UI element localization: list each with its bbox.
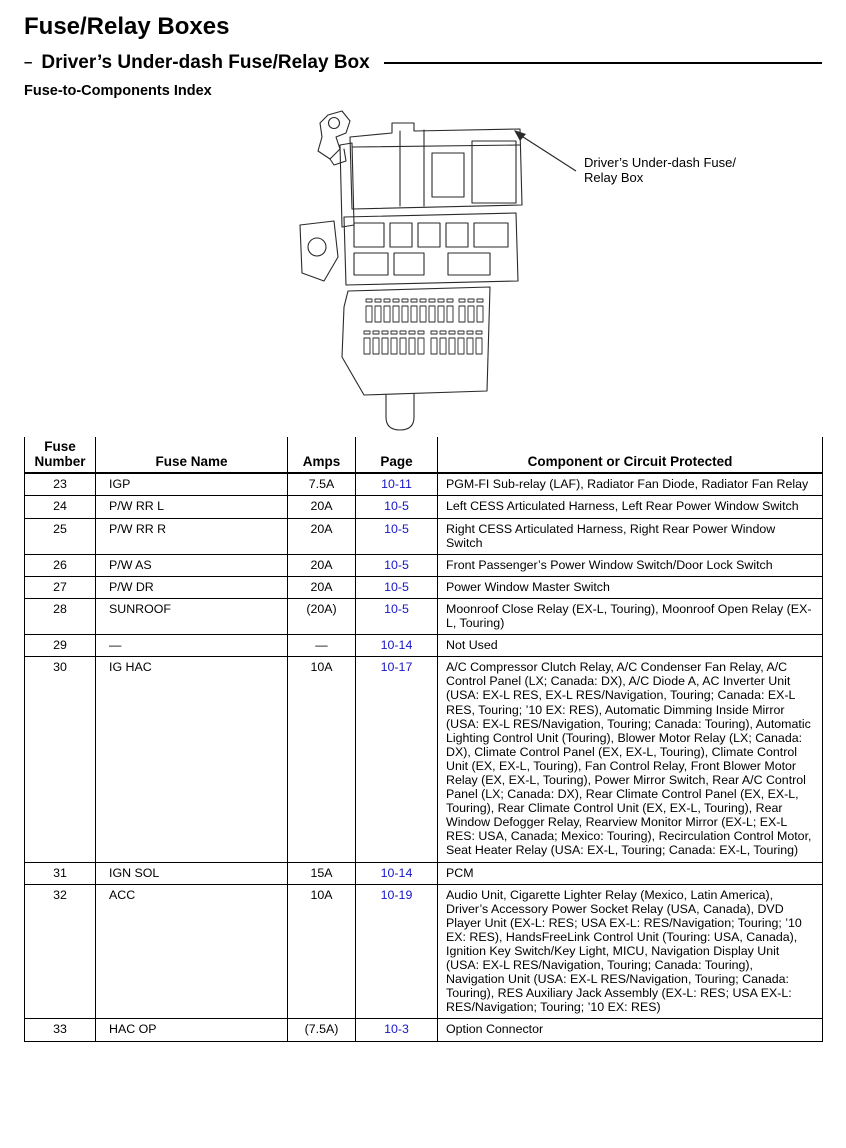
fuse-page-cell xyxy=(356,496,438,518)
page-link[interactable]: 10-19 xyxy=(380,887,413,902)
header-component: Component or Circuit Protected xyxy=(438,437,823,473)
page-link[interactable]: 10-5 xyxy=(384,557,409,572)
fuse-name-cell: IG HAC xyxy=(96,657,288,862)
fuse-table-row xyxy=(25,473,823,496)
fuse-component-cell: Right CESS Articulated Harness, Right Rear Power Window Switch xyxy=(438,518,823,554)
fuse-amps-cell: (7.5A) xyxy=(288,1019,356,1041)
header-fuse-number: Fuse Number xyxy=(25,437,96,473)
fuse-page-cell xyxy=(356,598,438,634)
fuse-component-cell: Audio Unit, Cigarette Lighter Relay (Mexico, Latin America), Driver’s Accessory Power Socket Relay (USA, Canada), DVD Player Unit (EX-L: RES; USA EX-L: RES/Navigation; Touring; ’10 EX: RES), HandsFreeLink Control Unit (Touring: USA, Canada), Ignition Key Switch/Key Light, MICU, Navigation Display Unit (USA: EX-L RES/Navigation, Touring; Canada: Touring), Navigation Unit (USA: EX-L RES/Navigation, Touring; Canada: Touring), RES Auxiliary Jack Assembly (EX-L: RES; USA EX-L: RES/Navigation; Touring; ’10 EX: RES) xyxy=(438,884,823,1019)
diagram-area xyxy=(24,101,822,435)
fuse-name-cell: P/W RR R xyxy=(96,518,288,554)
fuse-name-cell: IGN SOL xyxy=(96,862,288,884)
fuse-page-cell xyxy=(356,862,438,884)
diagram-callout-label xyxy=(584,155,736,185)
fuse-table-row xyxy=(25,635,823,657)
fuse-table-row xyxy=(25,598,823,634)
fuse-name-cell: IGP xyxy=(96,473,288,496)
fuse-component-cell: Left CESS Articulated Harness, Left Rear Power Window Switch xyxy=(438,496,823,518)
page-link[interactable]: 10-17 xyxy=(380,660,413,675)
header-fuse-name: Fuse Name xyxy=(96,437,288,473)
fuse-table xyxy=(24,437,823,1041)
subtitle-row xyxy=(24,52,822,74)
page-link[interactable]: 10-5 xyxy=(384,579,409,594)
fuse-box-diagram xyxy=(288,105,538,435)
fuse-number-cell: 24 xyxy=(25,496,96,518)
page-link[interactable]: 10-5 xyxy=(384,521,409,536)
page-link[interactable]: 10-14 xyxy=(380,638,413,653)
fuse-table-body xyxy=(25,473,823,1041)
fuse-name-cell: SUNROOF xyxy=(96,598,288,634)
fuse-amps-cell: (20A) xyxy=(288,598,356,634)
page-link[interactable]: 10-5 xyxy=(384,499,409,514)
fuse-amps-cell: 7.5A xyxy=(288,473,356,496)
callout-label-line1: Driver’s Under-dash Fuse/ xyxy=(584,155,736,171)
fuse-table-row xyxy=(25,554,823,576)
fuse-table-row xyxy=(25,496,823,518)
fuse-name-cell: — xyxy=(96,635,288,657)
index-heading: Fuse-to-Components Index xyxy=(24,83,212,100)
header-page: Page xyxy=(356,437,438,473)
subtitle-dash: – xyxy=(24,53,33,71)
fuse-component-cell: Power Window Master Switch xyxy=(438,576,823,598)
page-link[interactable]: 10-3 xyxy=(384,1022,409,1037)
page-link[interactable]: 10-11 xyxy=(381,477,412,492)
fuse-component-cell: Front Passenger’s Power Window Switch/Door Lock Switch xyxy=(438,554,823,576)
fuse-table-row xyxy=(25,884,823,1019)
fuse-number-cell: 26 xyxy=(25,554,96,576)
fuse-page-cell xyxy=(356,657,438,862)
fuse-amps-cell: 20A xyxy=(288,518,356,554)
fuse-number-cell: 23 xyxy=(25,473,96,496)
fuse-table-row xyxy=(25,862,823,884)
fuse-table-row xyxy=(25,1019,823,1041)
fuse-name-cell: ACC xyxy=(96,884,288,1019)
page-link[interactable]: 10-14 xyxy=(380,865,413,880)
fuse-number-cell: 28 xyxy=(25,598,96,634)
fuse-table-header xyxy=(25,437,823,473)
fuse-number-cell: 32 xyxy=(25,884,96,1019)
fuse-page-cell xyxy=(356,576,438,598)
fuse-name-cell: HAC OP xyxy=(96,1019,288,1041)
fuse-amps-cell: 10A xyxy=(288,657,356,862)
page-title: Fuse/Relay Boxes xyxy=(24,13,230,40)
fuse-name-cell: P/W RR L xyxy=(96,496,288,518)
fuse-name-cell: P/W DR xyxy=(96,576,288,598)
fuse-table-row xyxy=(25,657,823,862)
callout-label-line2: Relay Box xyxy=(584,170,644,186)
page-subtitle: Driver’s Under-dash Fuse/Relay Box xyxy=(41,52,370,74)
fuse-number-cell: 29 xyxy=(25,635,96,657)
header-amps: Amps xyxy=(288,437,356,473)
fuse-table-row xyxy=(25,576,823,598)
fuse-number-cell: 30 xyxy=(25,657,96,862)
fuse-number-cell: 27 xyxy=(25,576,96,598)
fuse-amps-cell: 20A xyxy=(288,554,356,576)
fuse-table-row xyxy=(25,518,823,554)
fuse-page-cell xyxy=(356,1019,438,1041)
fuse-page-cell xyxy=(356,635,438,657)
fuse-number-cell: 33 xyxy=(25,1019,96,1041)
fuse-name-cell: P/W AS xyxy=(96,554,288,576)
fuse-amps-cell: 10A xyxy=(288,884,356,1019)
fuse-component-cell: PGM-FI Sub-relay (LAF), Radiator Fan Diode, Radiator Fan Relay xyxy=(438,473,823,496)
fuse-page-cell xyxy=(356,473,438,496)
fuse-amps-cell: 20A xyxy=(288,496,356,518)
fuse-component-cell: Not Used xyxy=(438,635,823,657)
fuse-number-cell: 31 xyxy=(25,862,96,884)
callout-arrow-icon xyxy=(512,129,580,175)
fuse-amps-cell: — xyxy=(288,635,356,657)
fuse-component-cell: A/C Compressor Clutch Relay, A/C Condenser Fan Relay, A/C Control Panel (LX; Canada: DX), A/C Diode A, AC Inverter Unit (USA: EX-L RES, EX-L RES/Navigation, Touring; Canada: EX-L RES, Touring; ’10 EX: RES), Automatic Dimming Inside Mirror (USA: EX-L RES/Navigation, Touring; Canada: Touring), Automatic Lighting Control Unit (Touring), Blower Motor Relay (LX; Canada: DX), Climate Control Panel (EX, EX-L, Touring), Climate Control Unit (EX, EX-L, Touring), Fan Control Relay, Front Blower Motor Relay (EX, EX-L, Touring), Power Mirror Switch, Rear A/C Control Panel (LX; Canada: DX), Rear Climate Control Panel (EX, EX-L, Touring), Rear Climate Control Unit (EX, EX-L, Touring), Rear Window Defogger Relay, Rearview Monitor Mirror (EX-L; EX-L RES: USA, Canada; Mexico: Touring), Recirculation Control Motor, Seat Heater Relay (USA: EX-L, Touring; Canada: EX-L, Touring) xyxy=(438,657,823,862)
subtitle-rule-line xyxy=(384,62,822,64)
fuse-page-cell xyxy=(356,554,438,576)
fuse-page-cell xyxy=(356,518,438,554)
page-link[interactable]: 10-5 xyxy=(384,601,409,616)
fuse-number-cell: 25 xyxy=(25,518,96,554)
fuse-amps-cell: 20A xyxy=(288,576,356,598)
fuse-amps-cell: 15A xyxy=(288,862,356,884)
fuse-component-cell: Option Connector xyxy=(438,1019,823,1041)
fuse-page-cell xyxy=(356,884,438,1019)
fuse-component-cell: Moonroof Close Relay (EX-L, Touring), Moonroof Open Relay (EX-L, Touring) xyxy=(438,598,823,634)
fuse-component-cell: PCM xyxy=(438,862,823,884)
